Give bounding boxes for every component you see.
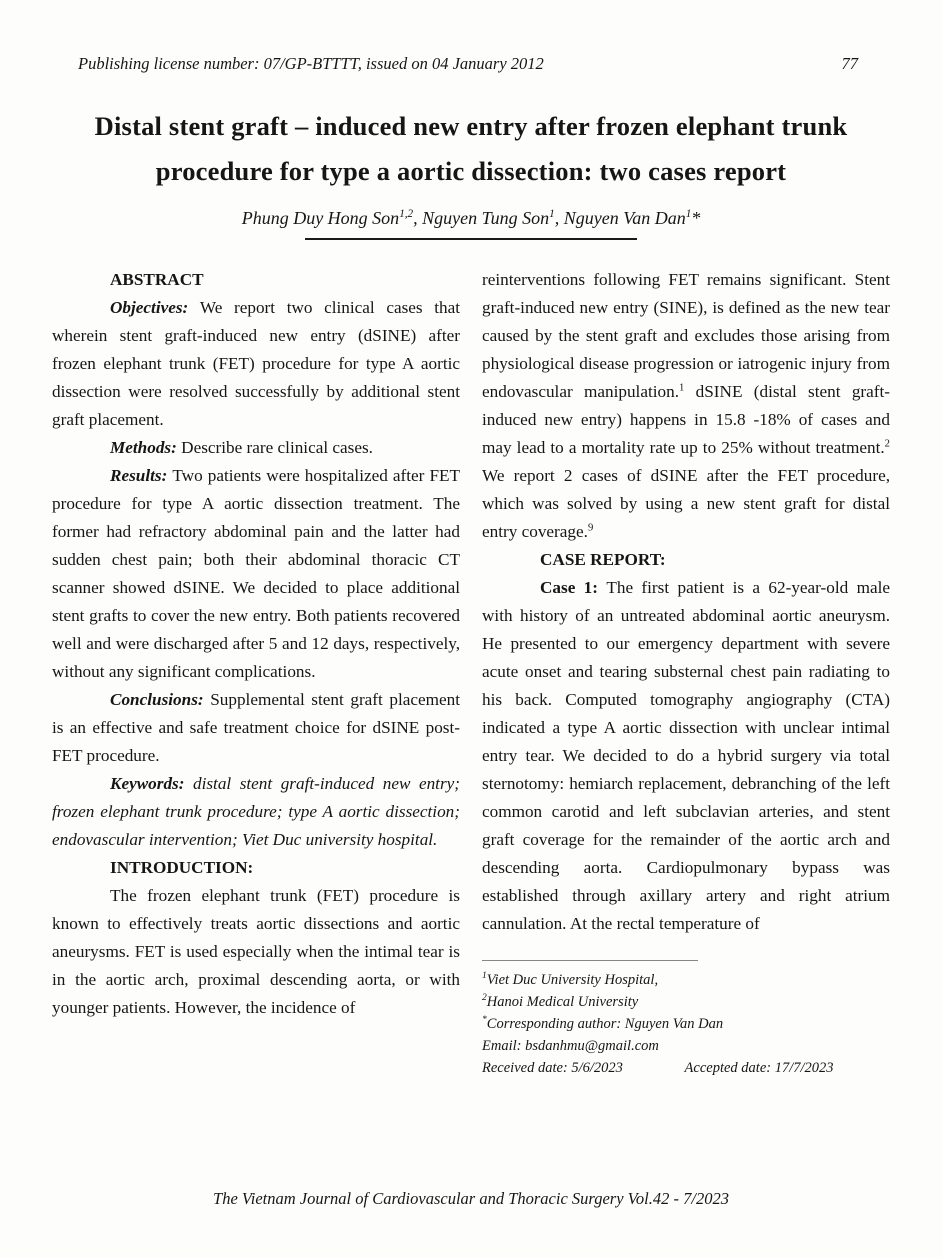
text-run: Corresponding author: Nguyen Van Dan xyxy=(486,1016,724,1032)
superscript: 1 xyxy=(549,208,555,220)
text-run: Supplemental stent graft placement is an effective and safe treatment choice for dSINE post-FET procedure. xyxy=(52,690,461,765)
text-run: * xyxy=(691,208,701,228)
right-column xyxy=(482,266,890,1079)
text-run: Case 1: xyxy=(540,578,607,597)
paper-title: Distal stent graft – induced new entry after frozen elephant trunk procedure for type a aortic dissection: two cases report xyxy=(94,111,848,186)
affiliation-1 xyxy=(482,969,890,991)
received-date: Received date: 5/6/2023 xyxy=(482,1060,623,1076)
superscript: * xyxy=(482,1014,487,1026)
email-line: Email: bsdanhmu@gmail.com xyxy=(482,1038,659,1054)
accepted-date: Accepted date: 17/7/2023 xyxy=(684,1060,834,1076)
introduction-paragraph xyxy=(52,882,460,1022)
text-run: The first patient is a 62-year-old male with history of an untreated abdominal aortic aneurysm. He presented to our emergency department with severe acute onset and tearing substernal chest pain radiating to his back. Computed tomography angiography (CTA) indicated a type A aortic dissection with unclear intimal entry tear. We decided to do a hybrid surgery via total sternotomy: hemiarch replacement, debranching of the left common carotid and left subclavian arteries, and stent graft coverage for the remainder of the aortic arch and descending aorta. Cardiopulmonary bypass was established through axillary artery and right atrium cannulation. At the rectal temperature of xyxy=(482,578,890,933)
superscript: 1 xyxy=(482,970,487,982)
corresponding-author-line xyxy=(482,1013,890,1035)
affiliation-2 xyxy=(482,991,890,1013)
left-column xyxy=(52,266,460,1079)
text-run: Describe rare clinical cases. xyxy=(181,438,373,457)
text-run: dSINE (distal stent graft-induced new entry) happens in 15.8 -18% of cases and may lead to a mortality rate up to 25% without treatment. xyxy=(482,382,890,457)
text-run: , Nguyen Van Dan xyxy=(554,208,686,228)
case-report-heading: CASE REPORT: xyxy=(540,550,666,569)
footnote-divider xyxy=(482,960,698,961)
text-run: Hanoi Medical University xyxy=(486,994,639,1010)
superscript: 1 xyxy=(685,208,692,220)
text-run: Phung Duy Hong Son xyxy=(241,208,400,228)
authors-divider xyxy=(305,238,637,240)
text-run: The frozen elephant trunk (FET) procedure is known to effectively treats aortic dissections and aortic aneurysms. FET is used especially when the intimal tear is in the aortic arch, proximal descending aorta, or with younger patients. However, the incidence of xyxy=(52,886,460,1017)
methods-paragraph xyxy=(52,434,460,462)
footnote-block xyxy=(482,960,890,1079)
text-run: Objectives: xyxy=(110,298,200,317)
conclusions-paragraph xyxy=(52,686,460,770)
introduction-continued-paragraph xyxy=(482,266,890,546)
authors-line xyxy=(52,208,890,229)
text-run: , Nguyen Tung Son xyxy=(413,208,550,228)
page-number: 77 xyxy=(841,54,858,73)
text-run: Conclusions: xyxy=(110,690,211,709)
text-run: We report 2 cases of dSINE after the FET procedure, which was solved by using a new stent graft for distal entry coverage. xyxy=(482,466,890,541)
text-run: distal stent graft-induced new entry; frozen elephant trunk procedure; type A aortic dissection; endovascular intervention; Viet Duc university hospital. xyxy=(52,774,460,849)
body-columns xyxy=(52,266,890,1079)
license-text: Publishing license number: 07/GP-BTTTT, issued on 04 January 2012 xyxy=(78,54,544,73)
journal-footer: The Vietnam Journal of Cardiovascular and Thoracic Surgery Vol.42 - 7/2023 xyxy=(213,1189,729,1208)
superscript: 9 xyxy=(587,522,594,534)
text-run: Viet Duc University Hospital, xyxy=(486,972,659,988)
text-run: We report two clinical cases that wherein stent graft-induced new entry (dSINE) after frozen elephant trunk (FET) procedure for type A aortic dissection were resolved successfully by additional stent graft placement. xyxy=(52,298,460,429)
text-run: reinterventions following FET remains significant. Stent graft-induced new entry (SINE), is defined as the new tear caused by the stent graft and excludes those arising from physiological disease progression or iatrogenic injury from endovascular manipulation. xyxy=(482,270,890,401)
page-header xyxy=(52,54,890,74)
results-paragraph xyxy=(52,462,460,686)
text-run: Methods: xyxy=(110,438,182,457)
dates-line xyxy=(482,1057,890,1079)
superscript: 1,2 xyxy=(399,208,414,220)
abstract-heading: ABSTRACT xyxy=(110,270,204,289)
case1-paragraph xyxy=(482,574,890,938)
superscript: 2 xyxy=(884,438,890,450)
objectives-paragraph xyxy=(52,294,460,434)
superscript: 2 xyxy=(482,992,487,1004)
introduction-heading: INTRODUCTION: xyxy=(110,858,254,877)
text-run: Results: xyxy=(110,466,173,485)
text-run: Two patients were hospitalized after FET procedure for type A aortic dissection treatment. The former had refractory abdominal pain and the latter had sudden chest pain; both their abdominal thoracic CT scanner showed dSINE. We decided to place additional stent grafts to cover the new entry. Both patients recovered well and were discharged after 5 and 12 days, respectively, without any significant complications. xyxy=(52,466,460,681)
text-run: Keywords: xyxy=(110,774,193,793)
superscript: 1 xyxy=(679,382,685,394)
keywords-paragraph xyxy=(52,770,460,854)
